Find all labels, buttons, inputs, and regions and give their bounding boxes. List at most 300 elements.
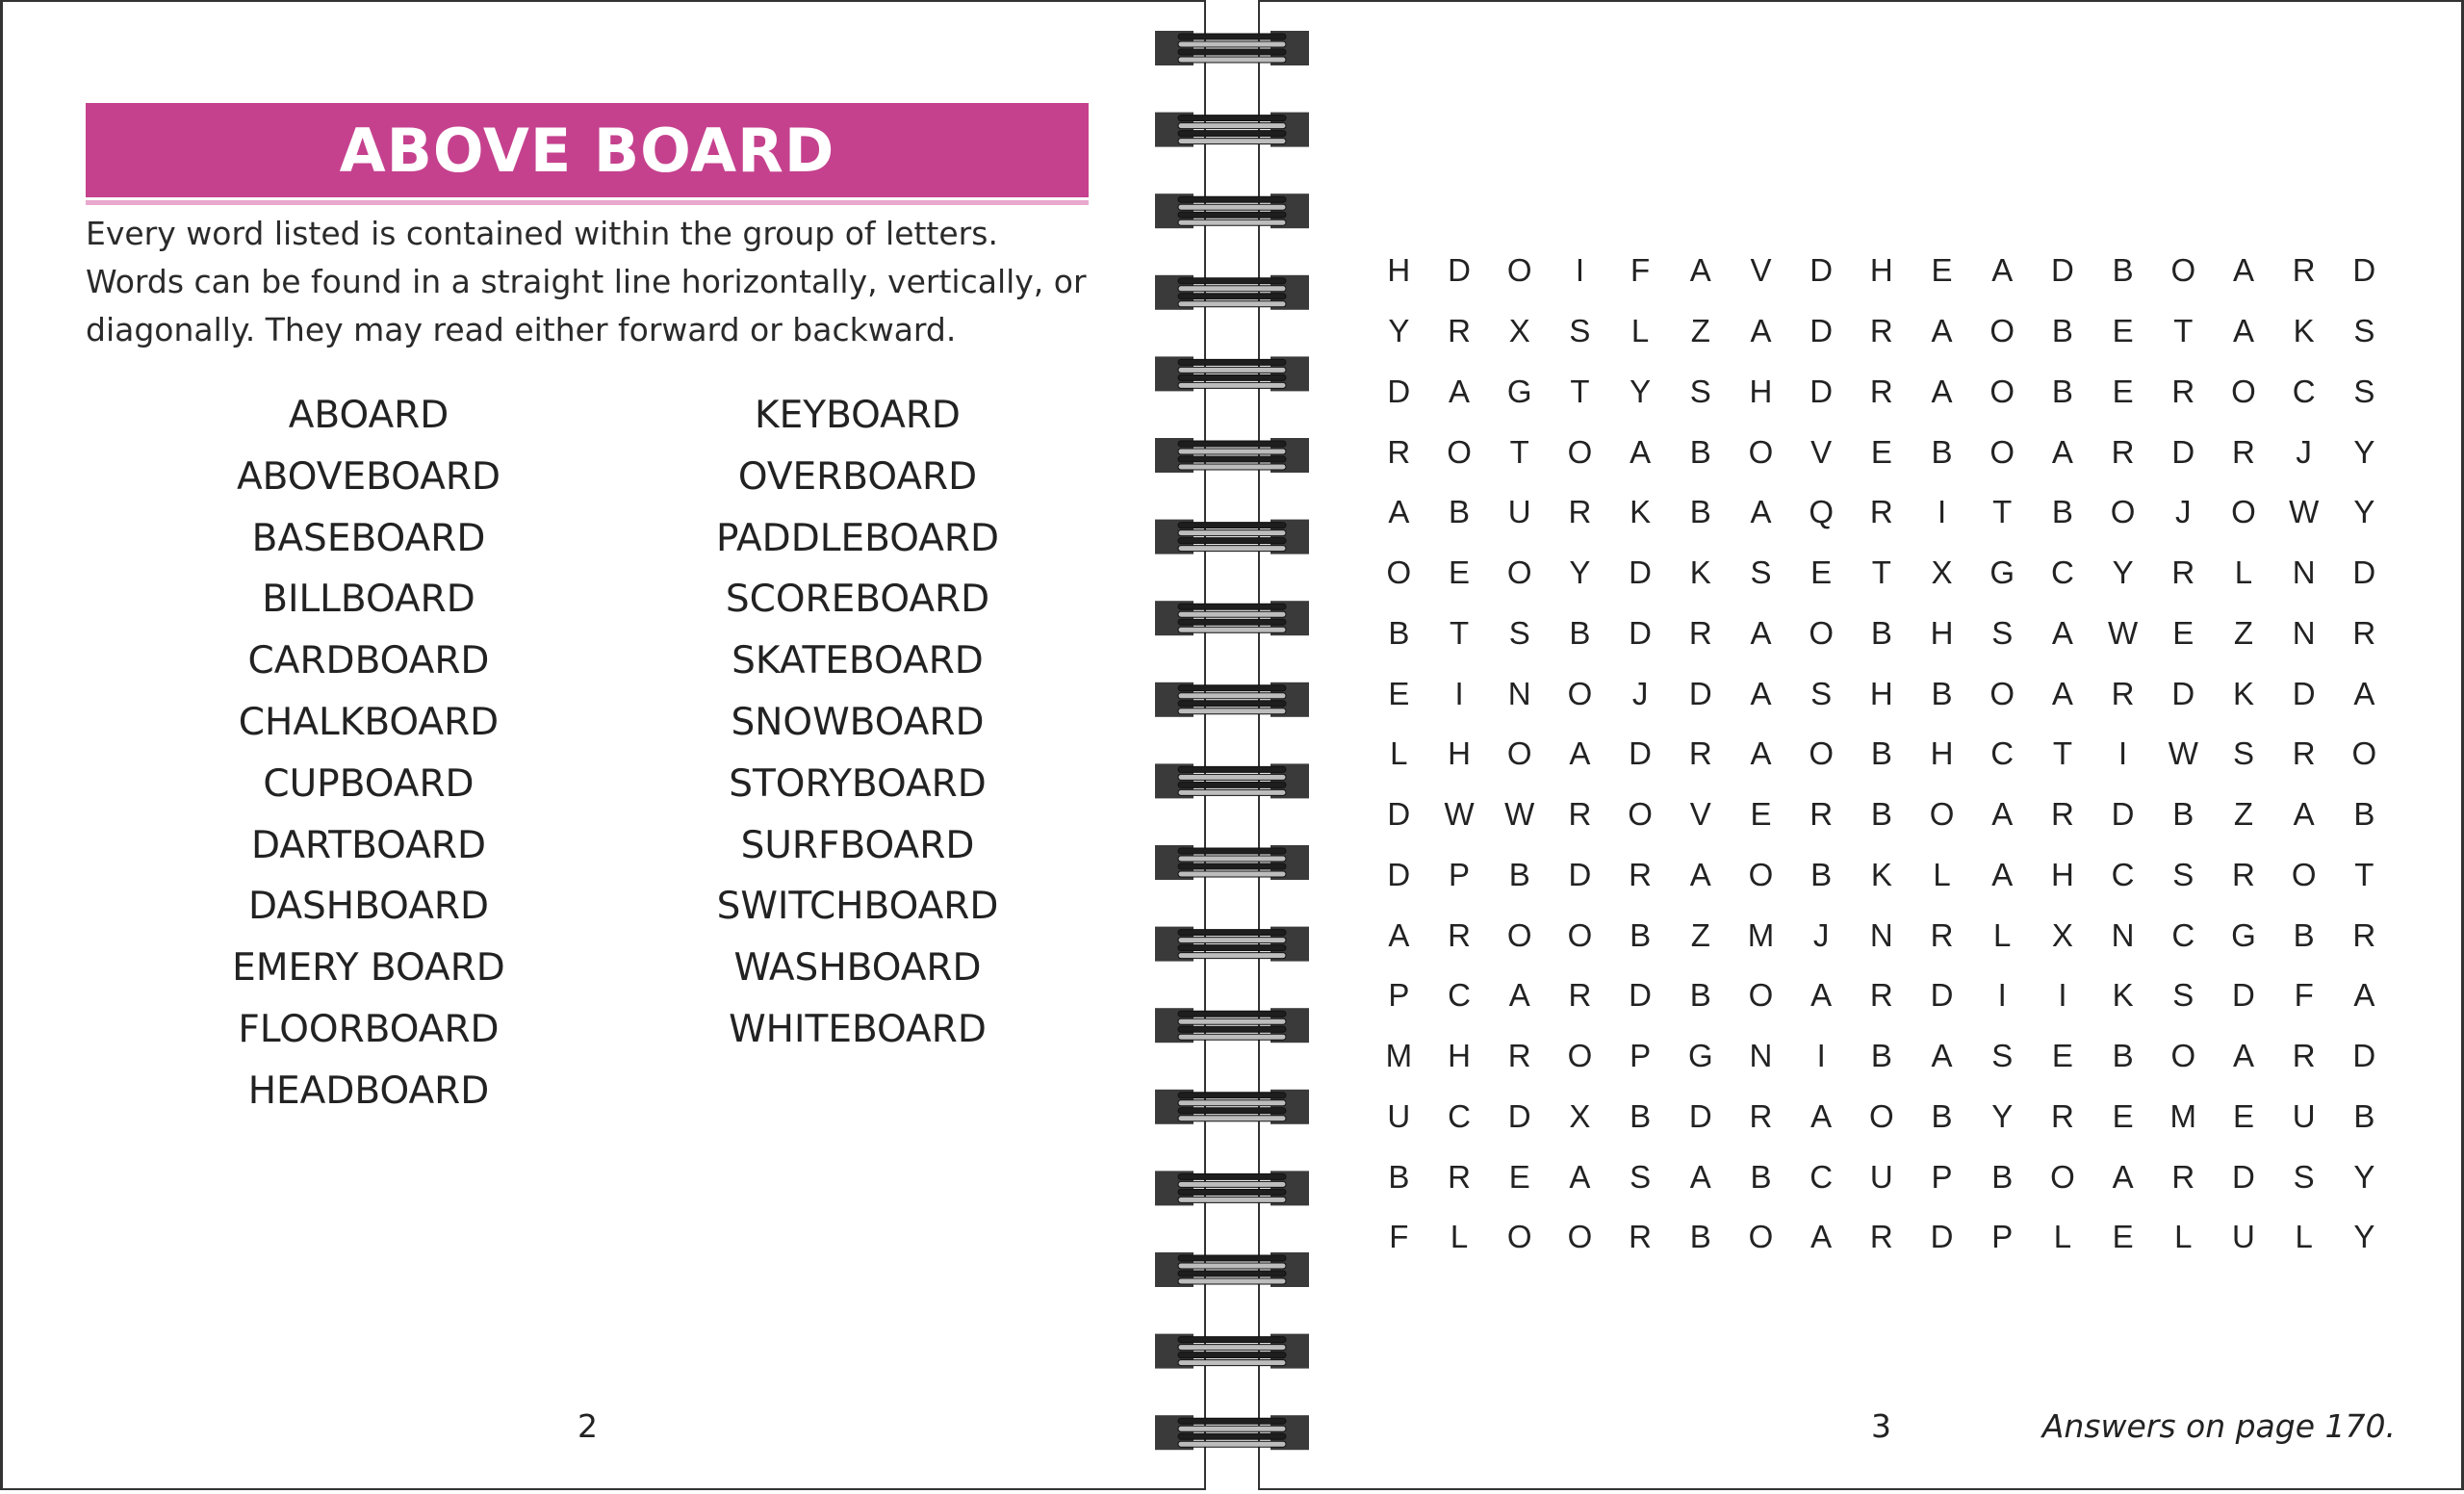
grid-letter: D	[1507, 1097, 1531, 1134]
grid-letter: O	[1748, 977, 1774, 1014]
grid-letter: O	[1989, 313, 2015, 349]
grid-letter: R	[2171, 554, 2195, 591]
grid-letter: S	[2172, 977, 2194, 1014]
grid-letter: A	[1810, 1097, 1833, 1134]
grid-letter: O	[1386, 554, 1412, 591]
grid-letter: A	[2051, 614, 2073, 651]
grid-letter: K	[2293, 313, 2315, 349]
word-list-item: BILLBOARD	[262, 578, 475, 622]
grid-letter: V	[1689, 796, 1711, 833]
grid-letter: O	[2170, 1038, 2196, 1074]
grid-letter: O	[1748, 856, 1774, 892]
grid-letter: S	[2353, 313, 2375, 349]
grid-letter: Y	[2353, 494, 2375, 530]
grid-letter: W	[2108, 614, 2139, 651]
grid-letter: B	[1689, 1219, 1711, 1255]
grid-letter: W	[2168, 735, 2198, 772]
binding-ring	[1155, 1008, 1309, 1043]
grid-letter: L	[1993, 916, 2012, 953]
grid-letter: O	[1748, 433, 1774, 470]
grid-letter: M	[1747, 916, 1775, 953]
grid-letter: G	[2231, 916, 2256, 953]
grid-letter: B	[1991, 1158, 2014, 1195]
grid-letter: F	[1630, 252, 1651, 289]
grid-letter: D	[1930, 977, 1954, 1014]
grid-letter: T	[1509, 433, 1529, 470]
grid-letter: K	[1630, 494, 1652, 530]
grid-letter: E	[2172, 614, 2194, 651]
grid-letter: Y	[2353, 1158, 2375, 1195]
grid-letter: E	[2112, 1219, 2134, 1255]
grid-letter: Q	[1809, 494, 1834, 530]
grid-letter: R	[1749, 1097, 1773, 1134]
page-number-left: 2	[578, 1407, 598, 1445]
grid-letter: A	[2051, 433, 2073, 470]
grid-letter: J	[2175, 494, 2192, 530]
grid-letter: H	[1930, 735, 1954, 772]
grid-letter: B	[1449, 494, 1471, 530]
grid-letter: H	[1448, 1038, 1471, 1074]
grid-letter: Z	[1690, 313, 1710, 349]
word-list-item: ABOVEBOARD	[237, 454, 500, 499]
word-list-item: SURFBOARD	[740, 823, 975, 867]
grid-letter: V	[1810, 433, 1833, 470]
grid-letter: T	[1570, 373, 1590, 409]
grid-letter: B	[2051, 494, 2073, 530]
grid-letter: S	[2353, 373, 2375, 409]
grid-letter: B	[1870, 614, 1892, 651]
grid-letter: D	[1688, 675, 1712, 711]
grid-letter: B	[1569, 614, 1591, 651]
word-list-item: PADDLEBOARD	[715, 516, 1000, 560]
grid-letter: D	[2232, 977, 2255, 1014]
grid-letter: P	[1449, 856, 1471, 892]
grid-letter: B	[1689, 433, 1711, 470]
grid-letter: R	[1568, 494, 1592, 530]
grid-letter: O	[2291, 856, 2317, 892]
grid-letter: N	[2292, 614, 2316, 651]
instructions: Every word listed is contained within the group of letters. Words can be found in a straight line horizontally, vertically, or diagonally. They may read either forward or backward.	[86, 215, 1087, 348]
grid-letter: R	[1688, 735, 1712, 772]
grid-letter: O	[2170, 252, 2196, 289]
grid-letter: J	[2296, 433, 2312, 470]
binding-ring	[1155, 438, 1309, 473]
grid-letter: L	[2174, 1219, 2193, 1255]
grid-letter: S	[2232, 735, 2254, 772]
grid-letter: D	[2111, 796, 2135, 833]
grid-letter: A	[1991, 252, 2014, 289]
grid-letter: D	[1387, 856, 1411, 892]
grid-letter: A	[1689, 856, 1711, 892]
grid-letter: K	[1689, 554, 1711, 591]
grid-letter: B	[2172, 796, 2194, 833]
grid-letter: B	[1931, 675, 1953, 711]
grid-letter: R	[2111, 433, 2135, 470]
grid-letter: C	[1990, 735, 2015, 772]
grid-letter: A	[2353, 977, 2375, 1014]
grid-letter: O	[1567, 916, 1593, 953]
grid-letter: D	[1568, 856, 1592, 892]
binding-ring	[1155, 601, 1309, 635]
grid-letter: E	[1508, 1158, 1530, 1195]
grid-letter: S	[1810, 675, 1833, 711]
grid-letter: L	[2234, 554, 2253, 591]
grid-letter: D	[1810, 313, 1834, 349]
grid-letter: O	[1809, 735, 1834, 772]
grid-letter: D	[1930, 1219, 1954, 1255]
grid-letter: I	[1937, 494, 1947, 530]
grid-letter: A	[1689, 252, 1711, 289]
grid-letter: B	[1630, 916, 1652, 953]
grid-letter: D	[1688, 1097, 1712, 1134]
grid-letter: D	[1387, 373, 1411, 409]
grid-letter: R	[1507, 1038, 1531, 1074]
grid-letter: D	[1810, 373, 1834, 409]
grid-letter: E	[1449, 554, 1471, 591]
grid-letter: U	[1869, 1158, 1893, 1195]
grid-letter: Z	[1690, 916, 1710, 953]
grid-letter: N	[1869, 916, 1893, 953]
grid-letter: A	[1750, 614, 1772, 651]
grid-letter: R	[1869, 494, 1893, 530]
grid-letter: E	[2112, 373, 2134, 409]
grid-letter: B	[2051, 373, 2073, 409]
grid-letter: N	[2292, 554, 2316, 591]
grid-letter: I	[1575, 252, 1584, 289]
grid-letter: A	[2232, 252, 2254, 289]
word-list-item: DARTBOARD	[251, 823, 486, 867]
binding-ring	[1155, 683, 1309, 717]
page-number-right: 3	[1871, 1407, 1891, 1445]
grid-letter: B	[2353, 796, 2375, 833]
grid-letter: R	[2171, 1158, 2195, 1195]
binding-ring	[1155, 1334, 1309, 1369]
word-list-item: HEADBOARD	[247, 1069, 490, 1113]
grid-letter: P	[1388, 977, 1410, 1014]
grid-letter: U	[1387, 1097, 1411, 1134]
grid-letter: P	[1931, 1158, 1953, 1195]
grid-letter: B	[1388, 614, 1410, 651]
grid-letter: R	[1387, 433, 1411, 470]
grid-letter: X	[1931, 554, 1953, 591]
binding-ring	[1155, 1090, 1309, 1124]
grid-letter: R	[1930, 916, 1954, 953]
grid-letter: R	[2292, 735, 2316, 772]
grid-letter: A	[2353, 675, 2375, 711]
grid-letter: Y	[1569, 554, 1591, 591]
grid-letter: I	[1454, 675, 1464, 711]
grid-letter: H	[1869, 675, 1893, 711]
grid-letter: O	[1989, 675, 2015, 711]
grid-letter: X	[1569, 1097, 1591, 1134]
grid-letter: Y	[1388, 313, 1410, 349]
grid-letter: P	[1991, 1219, 2014, 1255]
grid-letter: M	[1385, 1038, 1413, 1074]
grid-letter: A	[1388, 916, 1410, 953]
grid-letter: R	[1869, 1219, 1893, 1255]
word-list-column-2	[627, 385, 1089, 1061]
grid-letter: A	[1931, 313, 1953, 349]
word-list-item: SKATEBOARD	[732, 639, 984, 683]
grid-letter: O	[1989, 373, 2015, 409]
grid-letter: C	[1810, 1158, 1834, 1195]
grid-letter: E	[1931, 252, 1953, 289]
grid-letter: B	[2051, 313, 2073, 349]
word-list-item: SCOREBOARD	[725, 578, 990, 622]
binding-ring	[1155, 927, 1309, 962]
grid-letter: J	[1631, 675, 1649, 711]
grid-letter: U	[2232, 1219, 2255, 1255]
grid-letter: O	[2351, 735, 2377, 772]
grid-letter: B	[2112, 1038, 2134, 1074]
grid-letter: L	[1630, 313, 1650, 349]
grid-letter: E	[2051, 1038, 2073, 1074]
grid-letter: T	[2173, 313, 2194, 349]
grid-letter: R	[1568, 977, 1592, 1014]
grid-letter: R	[1869, 373, 1893, 409]
grid-letter: T	[1992, 494, 2013, 530]
word-list-item: CHALKBOARD	[238, 700, 500, 744]
grid-letter: O	[2050, 1158, 2075, 1195]
grid-letter: R	[2232, 856, 2255, 892]
grid-letter: A	[1630, 433, 1652, 470]
grid-letter: E	[1750, 796, 1772, 833]
grid-letter: A	[1750, 735, 1772, 772]
grid-letter: N	[1749, 1038, 1773, 1074]
grid-letter: S	[2172, 856, 2194, 892]
grid-letter: B	[1689, 977, 1711, 1014]
grid-letter: D	[2050, 252, 2074, 289]
word-list-item: OVERBOARD	[737, 454, 978, 499]
grid-letter: O	[1567, 1038, 1593, 1074]
grid-letter: D	[1629, 554, 1653, 591]
grid-letter: C	[2111, 856, 2135, 892]
grid-letter: J	[1812, 916, 1830, 953]
grid-letter: S	[1508, 614, 1530, 651]
grid-letter: E	[2112, 1097, 2134, 1134]
word-list-item: FLOORBOARD	[238, 1007, 500, 1051]
grid-letter: O	[1567, 675, 1593, 711]
binding-ring	[1155, 520, 1309, 554]
grid-letter: R	[1688, 614, 1712, 651]
grid-letter: D	[2232, 1158, 2255, 1195]
grid-letter: E	[1810, 554, 1833, 591]
grid-letter: O	[1447, 433, 1472, 470]
grid-letter: A	[2232, 1038, 2254, 1074]
grid-letter: B	[2353, 1097, 2375, 1134]
grid-letter: O	[1989, 433, 2015, 470]
grid-letter: B	[1689, 494, 1711, 530]
grid-letter: S	[1689, 373, 1711, 409]
grid-letter: A	[2112, 1158, 2134, 1195]
grid-letter: B	[1931, 1097, 1953, 1134]
grid-letter: N	[2111, 916, 2135, 953]
grid-letter: B	[1931, 433, 1953, 470]
binding-ring	[1155, 275, 1309, 310]
binding-ring	[1155, 845, 1309, 880]
grid-letter: G	[1687, 1038, 1713, 1074]
word-list-item: ABOARD	[288, 394, 449, 437]
grid-letter: O	[1809, 614, 1834, 651]
grid-letter: S	[1569, 313, 1591, 349]
grid-letter: R	[2292, 1038, 2316, 1074]
grid-letter: O	[1506, 252, 1532, 289]
grid-letter: C	[1448, 1097, 1471, 1134]
grid-letter: V	[1750, 252, 1772, 289]
grid-letter: S	[2293, 1158, 2315, 1195]
grid-letter: B	[1630, 1097, 1652, 1134]
grid-letter: W	[2289, 494, 2320, 530]
grid-letter: O	[1506, 554, 1532, 591]
word-list-item: CUPBOARD	[263, 761, 475, 806]
grid-letter: L	[2295, 1219, 2313, 1255]
grid-letter: B	[2112, 252, 2134, 289]
grid-letter: W	[1444, 796, 1475, 833]
word-list-item: DASHBOARD	[248, 885, 489, 929]
binding-ring	[1155, 31, 1309, 65]
grid-letter: C	[1448, 977, 1471, 1014]
grid-letter: D	[1629, 614, 1653, 651]
letter-grid	[1369, 241, 2395, 1268]
grid-letter: F	[2294, 977, 2314, 1014]
word-list-item: EMERY BOARD	[232, 946, 505, 991]
title-banner	[86, 103, 1089, 197]
grid-letter: R	[1629, 1219, 1653, 1255]
grid-letter: A	[2232, 313, 2254, 349]
grid-letter: C	[2050, 554, 2074, 591]
grid-letter: S	[1991, 1038, 2014, 1074]
grid-letter: O	[1929, 796, 1955, 833]
grid-letter: B	[1870, 735, 1892, 772]
grid-letter: G	[1989, 554, 2015, 591]
grid-letter: I	[1997, 977, 2007, 1014]
grid-letter: L	[1450, 1219, 1469, 1255]
grid-letter: H	[1448, 735, 1471, 772]
grid-letter: K	[2112, 977, 2134, 1014]
grid-letter: R	[2352, 614, 2376, 651]
grid-letter: K	[2232, 675, 2254, 711]
word-list-column-1	[138, 385, 600, 1122]
answers-note: Answers on page 170.	[2041, 1407, 2396, 1445]
grid-letter: B	[2293, 916, 2315, 953]
grid-letter: A	[1931, 1038, 1953, 1074]
word-list-item: SWITCHBOARD	[716, 885, 999, 929]
grid-letter: L	[1390, 735, 1408, 772]
binding-ring	[1155, 1171, 1309, 1205]
grid-letter: B	[1870, 796, 1892, 833]
word-list-item: WHITEBOARD	[729, 1007, 987, 1051]
grid-letter: A	[1750, 675, 1772, 711]
grid-letter: R	[1629, 856, 1653, 892]
grid-letter: B	[1810, 856, 1833, 892]
grid-letter: D	[1810, 252, 1834, 289]
grid-letter: M	[2169, 1097, 2197, 1134]
grid-letter: B	[1870, 1038, 1892, 1074]
grid-letter: Y	[2353, 1219, 2375, 1255]
grid-letter: A	[1569, 735, 1591, 772]
grid-letter: C	[2171, 916, 2195, 953]
grid-letter: F	[1389, 1219, 1409, 1255]
grid-letter: Y	[2353, 433, 2375, 470]
grid-letter: O	[1567, 1219, 1593, 1255]
left-page	[0, 0, 1206, 1490]
grid-letter: O	[1506, 735, 1532, 772]
grid-letter: A	[1810, 977, 1833, 1014]
grid-letter: B	[1388, 1158, 1410, 1195]
grid-letter: R	[2292, 252, 2316, 289]
grid-letter: X	[1508, 313, 1530, 349]
grid-letter: R	[2050, 1097, 2074, 1134]
grid-letter: H	[2050, 856, 2074, 892]
grid-letter: A	[1810, 1219, 1833, 1255]
grid-letter: O	[1628, 796, 1653, 833]
grid-letter: U	[2292, 1097, 2316, 1134]
grid-letter: O	[2110, 494, 2136, 530]
grid-letter: H	[1387, 252, 1411, 289]
binding-ring	[1155, 763, 1309, 798]
grid-letter: E	[1388, 675, 1410, 711]
grid-letter: R	[1568, 796, 1592, 833]
grid-letter: A	[1449, 373, 1471, 409]
grid-letter: A	[2293, 796, 2315, 833]
grid-letter: C	[2292, 373, 2316, 409]
grid-letter: D	[2171, 675, 2195, 711]
grid-letter: O	[1506, 916, 1532, 953]
grid-letter: G	[1506, 373, 1532, 409]
grid-letter: H	[1749, 373, 1773, 409]
grid-letter: S	[1750, 554, 1772, 591]
grid-letter: R	[2111, 675, 2135, 711]
grid-letter: H	[1930, 614, 1954, 651]
grid-letter: E	[2112, 313, 2134, 349]
grid-letter: D	[2292, 675, 2316, 711]
word-list-item: KEYBOARD	[755, 394, 961, 437]
grid-letter: D	[2171, 433, 2195, 470]
grid-letter: R	[1448, 916, 1471, 953]
grid-letter: R	[2050, 796, 2074, 833]
word-list-item: STORYBOARD	[729, 761, 987, 806]
grid-letter: I	[2058, 977, 2067, 1014]
grid-letter: Y	[2112, 554, 2134, 591]
grid-letter: N	[1507, 675, 1531, 711]
grid-letter: X	[2051, 916, 2073, 953]
grid-letter: W	[1504, 796, 1535, 833]
grid-letter: A	[1931, 373, 1953, 409]
binding-ring	[1155, 193, 1309, 228]
grid-letter: O	[1869, 1097, 1894, 1134]
spiral-binding	[1153, 0, 1311, 1494]
title-underline	[86, 200, 1089, 205]
binding-ring	[1155, 1252, 1309, 1287]
grid-letter: D	[1629, 735, 1653, 772]
grid-letter: B	[1508, 856, 1530, 892]
grid-letter: P	[1630, 1038, 1652, 1074]
grid-letter: T	[1871, 554, 1891, 591]
grid-letter: A	[1750, 313, 1772, 349]
word-list-item: BASEBOARD	[251, 516, 486, 560]
grid-letter: I	[1816, 1038, 1826, 1074]
grid-letter: R	[1448, 313, 1471, 349]
grid-letter: U	[1507, 494, 1531, 530]
word-list-item: SNOWBOARD	[731, 700, 985, 744]
grid-letter: S	[1991, 614, 2014, 651]
grid-letter: B	[1750, 1158, 1772, 1195]
grid-letter: A	[1689, 1158, 1711, 1195]
grid-letter: I	[2118, 735, 2128, 772]
grid-letter: O	[2231, 494, 2256, 530]
grid-letter: A	[1508, 977, 1530, 1014]
grid-letter: O	[1506, 1219, 1532, 1255]
